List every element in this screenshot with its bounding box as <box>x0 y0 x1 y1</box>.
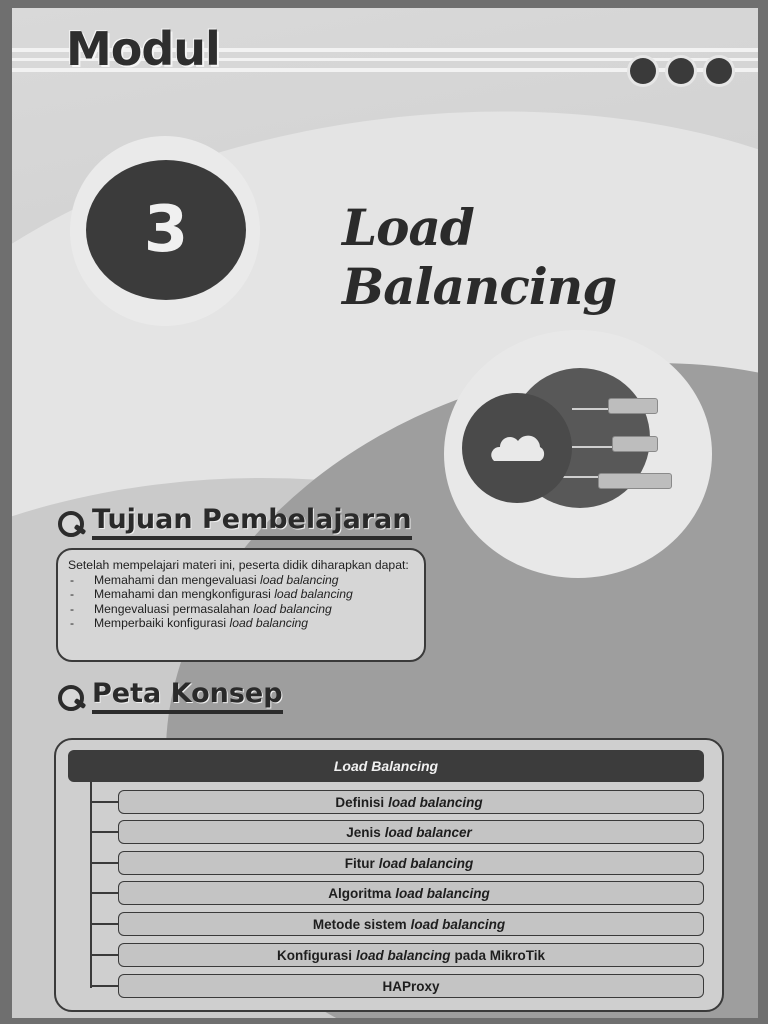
concept-item: Fitur load balancing <box>118 851 704 875</box>
objectives-list <box>68 573 414 631</box>
server-icon <box>608 398 658 414</box>
dot-icon <box>706 58 732 84</box>
concept-map-heading <box>54 678 283 714</box>
concept-item: Konfigurasi load balancing pada MikroTik <box>118 943 704 967</box>
objectives-intro: Setelah mempelajari materi ini, peserta didik diharapkan dapat: <box>68 558 409 572</box>
concept-map-root: Load Balancing <box>68 750 704 782</box>
module-number-badge <box>86 160 246 300</box>
concept-item: Definisi load balancing <box>118 790 704 814</box>
objective-item: - Memperbaiki konfigurasi load balancing <box>68 616 414 631</box>
header-dots <box>630 58 732 84</box>
module-number: 3 <box>143 193 189 267</box>
dot-icon <box>630 58 656 84</box>
concept-item: HAProxy <box>118 974 704 998</box>
objectives-title: Tujuan Pembelajaran <box>92 504 412 540</box>
objectives-heading <box>54 504 412 540</box>
concept-item: Metode sistem load balancing <box>118 912 704 936</box>
document-page <box>12 8 758 1018</box>
module-label: Modul <box>66 22 220 76</box>
objective-item: - Mengevaluasi permasalahan load balancing <box>68 602 414 617</box>
server-icon <box>612 436 658 452</box>
objectives-box <box>56 548 426 662</box>
server-icon <box>598 473 672 489</box>
page-title: Load Balancing <box>342 198 617 316</box>
objective-item: - Memahami dan mengevaluasi load balancing <box>68 573 414 588</box>
magnifier-icon <box>54 683 84 709</box>
concept-item: Jenis load balancer <box>118 820 704 844</box>
cloud-illustration <box>462 393 572 503</box>
magnifier-icon <box>54 509 84 535</box>
tree-connector <box>90 782 92 988</box>
dot-icon <box>668 58 694 84</box>
objective-item: - Memahami dan mengkonfigurasi load balancing <box>68 587 414 602</box>
cloud-icon <box>486 433 548 463</box>
concept-item: Algoritma load balancing <box>118 881 704 905</box>
concept-map-title: Peta Konsep <box>92 678 283 714</box>
